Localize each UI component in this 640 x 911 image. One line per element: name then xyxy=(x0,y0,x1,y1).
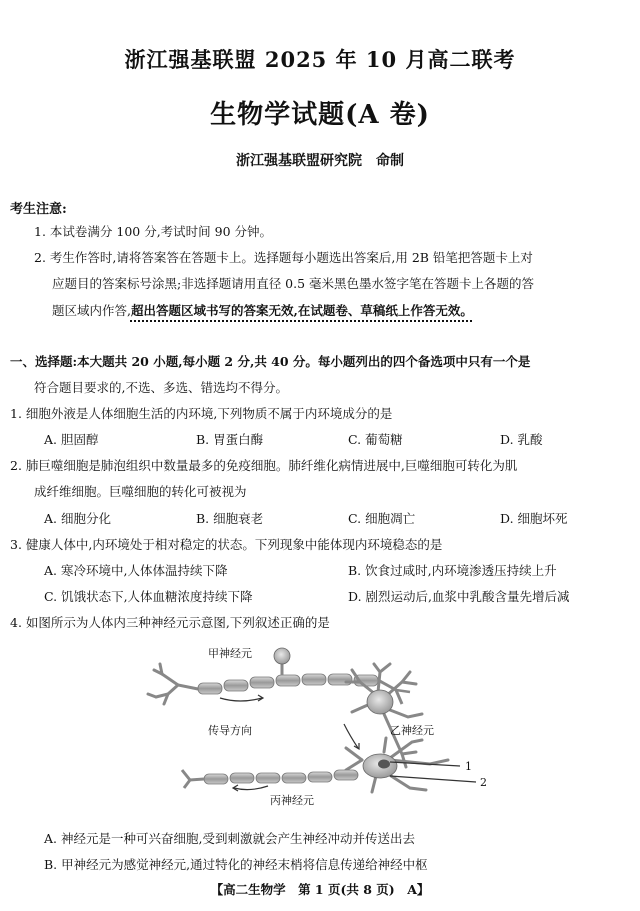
q4-option-b: B. 甲神经元为感觉神经元,通过特化的神经末梢将信息传递给神经中枢 xyxy=(44,857,428,872)
q1-option-b: B. 胃蛋白酶 xyxy=(196,432,264,447)
q3-option-c: C. 饥饿状态下,人体血糖浓度持续下降 xyxy=(44,589,253,604)
label-2: 2 xyxy=(480,776,487,789)
neuron-yi-soma xyxy=(367,690,393,714)
notice-item-2-tail: 题区域内作答, xyxy=(52,303,131,318)
q1-option-d: D. 乳酸 xyxy=(500,432,543,447)
q3-stem: 3. 健康人体中,内环境处于相对稳定的状态。下列现象中能体现内环境稳态的是 xyxy=(10,537,443,552)
exam-subtitle: 生物学试题(A 卷) xyxy=(210,100,430,130)
notice-warning: 超出答题区域书写的答案无效,在试题卷、草稿纸上作答无效。 xyxy=(130,303,473,318)
section1-line2: 符合题目要求的,不选、多选、错选均不得分。 xyxy=(34,380,288,395)
label-1: 1 xyxy=(465,760,472,773)
label-yi: 乙神经元 xyxy=(390,724,434,737)
page-footer: 【高二生物学 第 1 页(共 8 页) A】 xyxy=(210,882,430,897)
section1-line1: 一、选择题:本大题共 20 小题,每小题 2 分,共 40 分。每小题列出的四个备选项中只有一个是 xyxy=(10,354,531,369)
q4-stem: 4. 如图所示为人体内三种神经元示意图,下列叙述正确的是 xyxy=(10,615,330,630)
q2-stem-line1: 2. 肺巨噬细胞是肺泡组织中数量最多的免疫细胞。肺纤维化病情进展中,巨噬细胞可转化为肌 xyxy=(10,458,518,473)
q2-option-c: C. 细胞凋亡 xyxy=(348,511,416,526)
neuron-bing-axon xyxy=(182,770,358,788)
notice-item-2-end xyxy=(52,301,473,319)
q1-option-c: C. 葡萄糖 xyxy=(348,432,403,447)
label-jia: 甲神经元 xyxy=(208,647,252,660)
q2-option-b: B. 细胞衰老 xyxy=(196,511,264,526)
q3-option-b: B. 饮食过咸时,内环境渗透压持续上升 xyxy=(348,563,557,578)
notice-heading: 考生注意: xyxy=(10,202,67,217)
notice-item-1: 1. 本试卷满分 100 分,考试时间 90 分钟。 xyxy=(34,224,273,239)
q2-option-a: A. 细胞分化 xyxy=(44,511,111,526)
q2-option-d: D. 细胞坏死 xyxy=(500,511,568,526)
exam-title: 浙江强基联盟 2025 年 10 月高二联考 xyxy=(124,47,516,72)
exam-issuer: 浙江强基联盟研究院 命制 xyxy=(236,153,404,169)
neuron-diagram xyxy=(140,642,500,822)
neuron-bing-nucleus xyxy=(378,760,390,769)
label-bing: 丙神经元 xyxy=(270,794,314,807)
notice-item-2-cont: 应题目的答案标号涂黑;非选择题请用直径 0.5 毫米黑色墨水签字笔在答题卡上各题的答 xyxy=(52,276,535,291)
notice-item-2: 2. 考生作答时,请将答案答在答题卡上。选择题每小题选出答案后,用 2B 铅笔把答题卡上对 xyxy=(34,250,533,265)
label-direction: 传导方向 xyxy=(208,724,252,737)
q1-option-a: A. 胆固醇 xyxy=(44,432,99,447)
neuron-jia xyxy=(148,664,198,704)
q1-stem: 1. 细胞外液是人体细胞生活的内环境,下列物质不属于内环境成分的是 xyxy=(10,406,393,421)
q3-option-d: D. 剧烈运动后,血浆中乳酸含量先增后减 xyxy=(348,589,570,604)
q2-stem-line2: 成纤维细胞。巨噬细胞的转化可被视为 xyxy=(34,484,247,499)
q4-option-a: A. 神经元是一种可兴奋细胞,受到刺激就会产生神经冲动并传送出去 xyxy=(44,831,415,846)
q3-option-a: A. 寒冷环境中,人体体温持续下降 xyxy=(44,563,228,578)
